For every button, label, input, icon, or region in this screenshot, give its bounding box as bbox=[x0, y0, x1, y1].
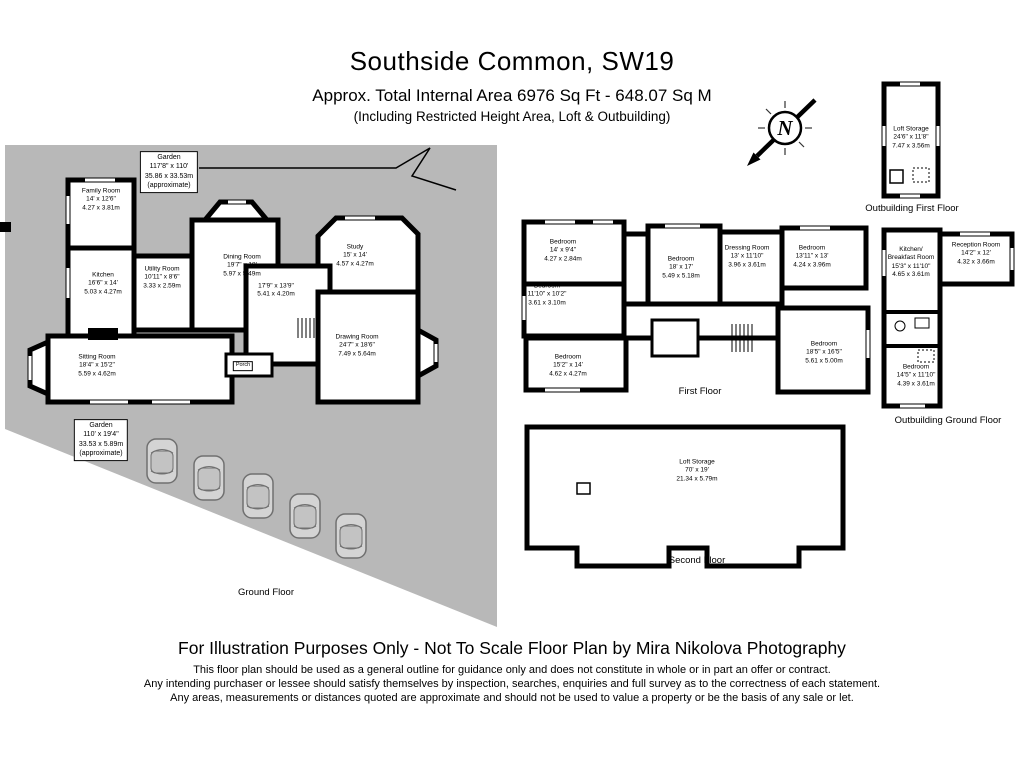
porch-label: Porch bbox=[233, 361, 253, 371]
disclaimer-line-3: Any areas, measurements or distances quoted are approximate and should not be used to value a property or be the basis of any sale or let. bbox=[170, 692, 854, 704]
footer-illustration-note: For Illustration Purposes Only - Not To Scale Floor Plan by Mira Nikolova Photography bbox=[178, 638, 846, 658]
room-label-dressing-room: Dressing Room 13' x 11'10" 3.96 x 3.61m bbox=[724, 244, 770, 269]
outbuilding-ground-floor-caption: Outbuilding Ground Floor bbox=[894, 414, 1002, 426]
outbuilding-first-floor-caption: Outbuilding First Floor bbox=[865, 202, 959, 214]
north-letter: N bbox=[777, 116, 793, 140]
room-label-bedroom-6: Bedroom 18'5" x 16'5" 5.61 x 5.00m bbox=[805, 340, 843, 365]
room-label-loft-storage: Loft Storage 70' x 19' 21.34 x 5.79m bbox=[676, 458, 718, 483]
room-label-drawing-room: Drawing Room 24'7" x 18'6" 7.49 x 5.64m bbox=[335, 333, 379, 358]
room-label-kitchen: Kitchen 16'6" x 14' 5.03 x 4.27m bbox=[84, 271, 122, 296]
room-label-sitting-room: Sitting Room 18'4" x 15'2" 5.59 x 4.62m bbox=[78, 353, 116, 378]
page-title: Southside Common, SW19 bbox=[349, 46, 675, 76]
room-label-outbuilding-loft-storage: Loft Storage 24'6" x 11'8" 7.47 x 3.56m bbox=[892, 125, 930, 150]
room-label-bedroom-5: Bedroom 15'2" x 14' 4.62 x 4.27m bbox=[549, 353, 587, 378]
room-label-study: Study 15' x 14' 4.57 x 4.27m bbox=[336, 243, 374, 268]
garden-lower-label: Garden 110' x 19'4" 33.53 x 5.89m (approximate) bbox=[74, 419, 128, 461]
area-note: (Including Restricted Height Area, Loft & Outbuilding) bbox=[353, 109, 671, 124]
disclaimer-line-2: Any intending purchaser or lessee should satisfy themselves by inspection, searches, enquiries and full survey as to the correctness of each statement. bbox=[143, 678, 881, 690]
room-label-dining-room: Dining Room 19'7" x 18' 5.97 x 5.49m bbox=[223, 253, 261, 278]
total-area-subtitle: Approx. Total Internal Area 6976 Sq Ft - 648.07 Sq M bbox=[312, 86, 712, 105]
room-label-hall: 17'9" x 13'9" 5.41 x 4.20m bbox=[257, 282, 295, 298]
car-icon bbox=[194, 456, 224, 500]
second-floor-caption: Second Floor bbox=[668, 554, 726, 566]
room-label-bedroom-4: Bedroom 13'11" x 13' 4.24 x 3.96m bbox=[793, 244, 831, 269]
second-floor-plan bbox=[527, 427, 843, 566]
first-floor-caption: First Floor bbox=[678, 385, 722, 397]
car-icon bbox=[243, 474, 273, 518]
room-label-kitchen-breakfast-room: Kitchen/ Breakfast Room 15'3" x 11'10" 4.65 x 3.61m bbox=[887, 246, 935, 279]
garden-upper-label: Garden 117'8" x 110' 35.86 x 33.53m (approximate) bbox=[140, 151, 198, 193]
room-label-family-room: Family Room 14' x 12'6" 4.27 x 3.81m bbox=[81, 187, 121, 212]
room-label-bedroom-1: Bedroom 14' x 9'4" 4.27 x 2.84m bbox=[544, 238, 582, 263]
room-label-outbuilding-bedroom: Bedroom 14'5" x 11'10" 4.39 x 3.61m bbox=[896, 363, 936, 388]
ground-floor-caption: Ground Floor bbox=[238, 586, 294, 598]
car-icon bbox=[147, 439, 177, 483]
disclaimer-line-1: This floor plan should be used as a general outline for guidance only and does not constitute in whole or in part an offer or contract. bbox=[193, 664, 831, 676]
room-label-bedroom-2: Bedroom 11'10" x 10'2" 3.61 x 3.10m bbox=[527, 282, 567, 307]
room-label-utility-room: Utility Room 10'11" x 8'6" 3.33 x 2.59m bbox=[143, 265, 181, 290]
room-label-reception-room: Reception Room 14'2" x 12' 4.32 x 3.66m bbox=[951, 241, 1001, 266]
car-icon bbox=[290, 494, 320, 538]
room-label-bedroom-3: Bedroom 18' x 17' 5.49 x 5.18m bbox=[662, 255, 700, 280]
car-icon bbox=[336, 514, 366, 558]
